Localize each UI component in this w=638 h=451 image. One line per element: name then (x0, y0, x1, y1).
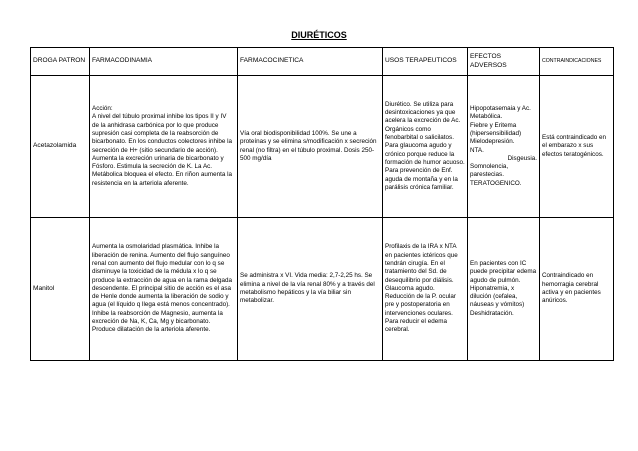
efecto-line: TERATOGENICO. (470, 179, 522, 187)
table-header-row (31, 48, 614, 76)
cell-usos-terapeuticos: Diurético. Se utiliza para desintoxicaciones ya que acelera la excreción de Ac. Orgánicos como fenobarbital o salicilatos. Para glaucoma agudo y crónico porque reduce la formación de humor acuoso. Para prevención de Enf. aguda de montaña y en la parálisis crónica familiar. (383, 76, 468, 218)
cell-usos-terapeuticos: Profilaxis de la IRA x NTA en pacientes ictéricos que tendrán cirugía. En el tratamiento del Sd. de desequilibrio por diálisis. Glaucoma agudo. Reducción de la P. ocular pre y postoperatoria en intervenciones oculares. Para reducir el edema cerebral. (383, 218, 468, 361)
efecto-line: Mielodepresión. (470, 138, 515, 146)
cell-contraindicaciones: Está contraindicado en el embarazo x sus efectos teratogénicos. (540, 76, 614, 218)
table-row-acetazolamida (31, 76, 614, 218)
table-row-manitol (31, 218, 614, 361)
efecto-line: NTA. (470, 146, 484, 154)
efecto-line: Somnolencia, (470, 163, 509, 171)
efecto-line: parestecias. (470, 171, 504, 179)
cell-farmacodinamia (90, 76, 238, 218)
efecto-line: Disgeusia. (507, 154, 537, 162)
farmacodinamia-text: A nivel del túbulo proximal inhibe los tipos II y IV de la anhidrasa carbónica por lo que produce supresión casi completa de la reabsorción de bicarbonato. En los conductos colectores inhibe la secreción de H+ (sitio secundario de acción). Aumenta la excreción urinaria de bicarbonato y Fósforo. Estimula la secreción de K. La Ac. Metábolica bloquea el efecto. En riñon aumenta la resistencia en la arteriola aferente. (92, 113, 233, 187)
efecto-line: Hipopotasemaia y Ac. Metabólica. (470, 105, 531, 121)
header-efectos-adversos: EFECTOS ADVERSOS (468, 48, 540, 76)
efecto-line: Fiebre y Eritema (hipersensibilidad) (470, 121, 522, 137)
cell-contraindicaciones: Contraindicado en hemorragia cerebral activa y en pacientes anúricos. (540, 218, 614, 361)
cell-drug: Acetazolamida (31, 76, 90, 218)
header-usos-terapeuticos: USOS TERAPEUTICOS (383, 48, 468, 76)
cell-drug: Manitol (31, 218, 90, 361)
cell-farmacodinamia: Aumenta la osmolaridad plasmática. Inhibe la liberación de renina. Aumento del flujo sanguíneo renal con aumento del flujo medular con lo q se disminuye la toxicidad de la médula x lo q se produce la extracción de agua en la rama delgada descendente. El principal sitio de acción es el asa de Henle donde aumenta la liberación de sodio y agua (el líquido q llega está menos concentrado). Inhibe la reabsorción de Magnesio, aumenta la excreción de Na, K, Ca, Mg y bicarbonato. Produce dilatación de la arteriola aferente. (90, 218, 238, 361)
diuretics-table (30, 47, 614, 361)
header-farmacodinamia: FARMACODINAMIA (90, 48, 238, 76)
cell-farmacocinetica: Se administra x VI. Vida media: 2,7-2,25 hs. Se elimina a nivel de la vía renal 80% y a través del metabolismo hepáticos y la vía biliar sin metabolizar. (238, 218, 383, 361)
cell-efectos-adversos (468, 76, 540, 218)
cell-farmacocinetica: Vía oral biodisponibilidad 100%. Se une a proteínas y se elimina s/modificación x secreción renal (no filtra) en el túbulo proximal. Dosis 250-500 mg/día (238, 76, 383, 218)
document-title: DIURÉTICOS (291, 30, 347, 40)
header-farmacocinetica: FARMACOCINETICA (238, 48, 383, 76)
header-contraindicaciones: CONTRAINDICACIONES (540, 48, 614, 76)
header-droga-patron: DROGA PATRON (31, 48, 90, 76)
cell-efectos-adversos: En pacientes con IC puede precipitar edema agudo de pulmón. Hiponatremia, x dilución (cefalea, náuseas y vómitos) Deshidratación. (468, 218, 540, 361)
farmacodinamia-heading: Acción: (92, 105, 113, 113)
